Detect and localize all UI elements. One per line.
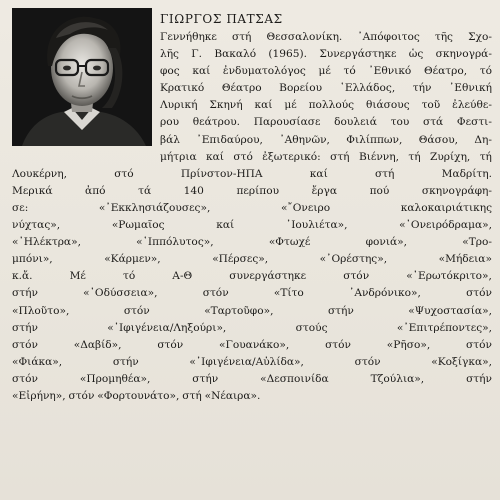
text-line: Κρατικό Θέατρο Βορείου ῾Ελλάδος, τήν ᾿Εθνική [160,82,492,95]
text-line: «Εἰρήνη», στόν «Φορτουνάτο», στή «Νέαιρα». [12,389,261,402]
text-line: Λουκέρνη, στό Πρίνστον-ΗΠΑ καί στή Μαδρίτη. [12,167,492,180]
text-line: στόν «Δαβίδ», στόν «Γουανάκο», στόν «Ρῆσο», στόν [12,338,492,351]
text-line: στήν «᾿Οδύσσεια», στόν «Τίτο ᾿Ανδρόνικο», στόν [12,287,492,300]
portrait-photo [12,8,152,146]
text-line: βάλ ᾿Επιδαύρου, ᾿Αθηνῶν, Φιλίππων, Θάσου, Δη- [160,133,492,146]
text-line: «Φιάκα», στήν «᾿Ιφιγένεια/Αὐλίδα», στόν «Κοξίγκα», [12,355,492,368]
text-line: λῆς Γ. Βακαλό (1965). Συνεργάστηκε ὡς σκηνογρά- [160,48,492,61]
text-line: σε: «᾿Εκκλησιάζουσες», «῎Ονειρο καλοκαιριάτικης [12,201,492,214]
biography-text [12,29,492,405]
text-line: «Πλοῦτο», στόν «Ταρτοῦφο», στήν «Ψυχοστασία», [12,304,492,317]
text-line: στήν «᾿Ιφιγένεια/Ληξούρι», στούς «᾿Επιτρέποντες», [12,321,492,334]
text-line: φος καί ἐνδυματολόγος μέ τό ᾿Εθνικό Θέατρο, τό [160,65,492,78]
text-line: μήτρια καί στό ἐξωτερικό: στή Βιέννη, τή Ζυρίχη, τή [160,150,492,163]
text-line: κ.ἄ. Μέ τό Α-Θ συνεργάστηκε στόν «᾿Ερωτόκριτο», [12,270,492,283]
text-line: «᾿Ηλέκτρα», «῾Ιππόλυτος», «Φτωχέ φονιά», «Τρο- [12,236,492,249]
text-line: στόν «Προμηθέα», στήν «Δεσποινίδα Τζούλια», στήν [12,372,492,385]
text-line: ρου θεάτρου. Παρουσίασε δουλειά του στά Φεστι- [160,116,492,129]
text-line: μπόνι», «Κάρμεν», «Πέρσες», «᾿Ορέστης», «Μήδεια» [12,253,492,266]
text-line: Μερικά ἀπό τά 140 περίπου ἔργα πού σκηνογράφη- [12,184,492,197]
person-name-heading: ΓΙΩΡΓΟΣ ΠΑΤΣΑΣ [160,12,283,26]
text-line: Γεννήθηκε στή Θεσσαλονίκη. ᾿Απόφοιτος τῆς Σχο- [160,31,492,43]
text-line: νύχτας», «Ρωμαῖος καί ᾿Ιουλιέτα», «᾿Ονειρόδραμα», [12,219,492,232]
text-line: Λυρική Σκηνή καί μέ πολλούς θιάσους τοῦ ἐλεύθε- [160,99,492,112]
portrait-image [12,8,152,146]
